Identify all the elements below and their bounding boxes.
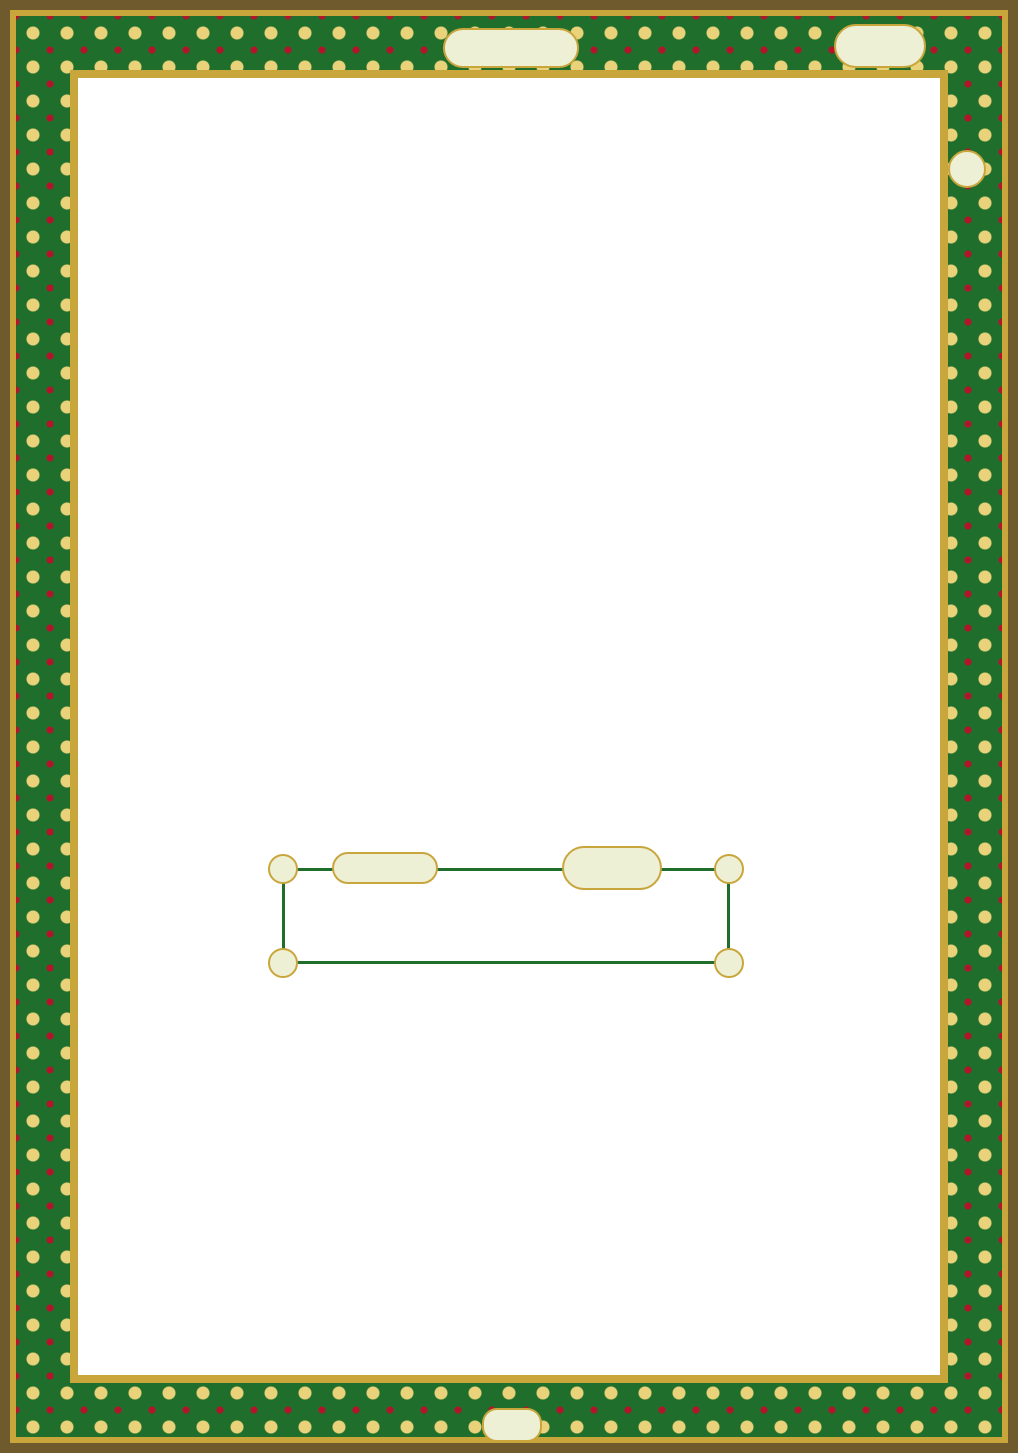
page-content-area (78, 78, 940, 1375)
surah-header-block (262, 848, 750, 984)
hizb-marker (948, 150, 986, 188)
corner-ornament (714, 948, 744, 978)
juz-cartouche (834, 24, 926, 68)
ayat-count (332, 852, 438, 884)
page-number (482, 1408, 542, 1442)
corner-ornament (268, 854, 298, 884)
corner-ornament (714, 854, 744, 884)
corner-ornament (268, 948, 298, 978)
surah-title-cartouche (562, 846, 662, 890)
surah-name-cartouche (443, 28, 579, 68)
